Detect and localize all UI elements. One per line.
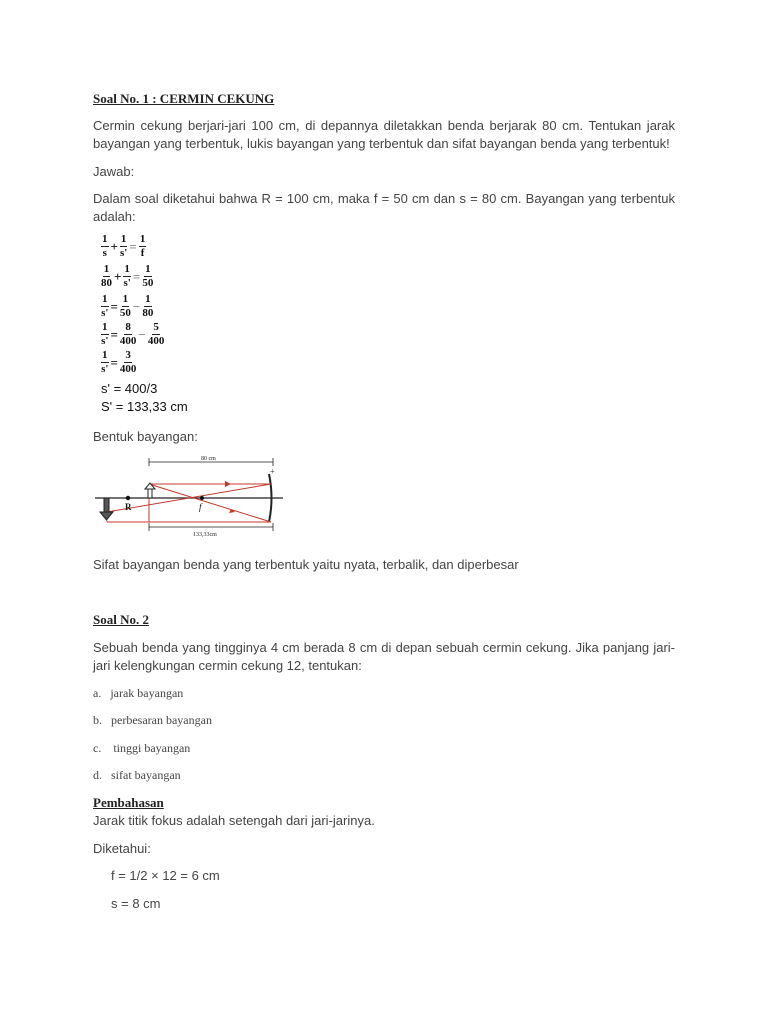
- eq1-den1: s: [102, 247, 107, 259]
- eq1-num1: 1: [102, 233, 108, 245]
- item-a-marker: a.: [93, 686, 102, 700]
- eq2-den3: 50: [142, 277, 154, 289]
- soal-1-given: Dalam soal diketahui bahwa R = 100 cm, maka f = 50 cm dan s = 80 cm. Bayangan yang terbentuk adalah:: [93, 191, 675, 224]
- label-plus: +: [270, 467, 275, 476]
- soal-2-heading: Soal No. 2: [93, 612, 149, 627]
- item-b-text: perbesaran bayangan: [111, 713, 212, 727]
- ray-diagram: [93, 452, 293, 540]
- item-c-text: tinggi bayangan: [110, 741, 191, 755]
- eq4-den1: s': [101, 335, 109, 347]
- eq1-den3: f: [140, 247, 145, 259]
- label-80cm: 80 cm: [201, 456, 216, 462]
- diketahui-label: Diketahui:: [93, 841, 151, 856]
- equation-5: $\frac{1}{s'}$ = $\frac{3}{400}$: [101, 349, 137, 375]
- eq3-num3: 1: [145, 293, 151, 305]
- eq5-num1: 1: [102, 349, 108, 361]
- soal-1-heading: Soal No. 1 : CERMIN CEKUNG: [93, 91, 275, 106]
- eq2-den1: 80: [101, 277, 112, 289]
- ray-focus: [149, 484, 271, 522]
- jawab-label: Jawab:: [93, 164, 135, 179]
- image-arrow: [100, 512, 113, 520]
- item-d: [93, 768, 181, 783]
- eq4-num3: 5: [153, 321, 159, 333]
- bentuk-label: Bentuk bayangan:: [93, 429, 198, 444]
- item-b-marker: b.: [93, 713, 102, 727]
- item-a-text: jarak bayangan: [110, 686, 184, 700]
- point-f: [200, 496, 204, 500]
- item-b: [93, 713, 212, 728]
- eq5-num2: 3: [125, 349, 131, 361]
- eq5-den1: s': [101, 363, 109, 375]
- eq4-num1: 1: [102, 321, 108, 333]
- eq4-den3: 400: [147, 335, 165, 347]
- eq2-den2: s': [123, 277, 131, 289]
- equation-3: $\frac{1}{s'}$ = $\frac{1}{50}$ − $\frac{1}{80}$: [101, 293, 154, 319]
- soal-1-question: Cermin cekung berjari-jari 100 cm, di depannya diletakkan benda berjarak 80 cm. Tentukan jarak bayangan yang terbentuk, lukis bayangan yang terbentuk dan sifat bayangan benda yang terbentuk!: [93, 118, 675, 151]
- label-133cm: 133,33cm: [193, 532, 217, 538]
- item-a: [93, 686, 183, 701]
- label-r: R: [125, 502, 132, 512]
- point-r: [126, 496, 130, 500]
- item-d-text: sifat bayangan: [111, 768, 181, 782]
- eq5-den2: 400: [119, 363, 137, 375]
- eq3-num2: 1: [122, 293, 129, 305]
- result-s-prime-cm: S' = 133,33 cm: [101, 399, 188, 414]
- s-line: s = 8 cm: [111, 896, 161, 911]
- item-d-marker: d.: [93, 768, 102, 782]
- eq1-num3: 1: [139, 233, 146, 245]
- item-c: [93, 741, 190, 756]
- eq4-den2: 400: [119, 335, 137, 347]
- eq4-num2: 8: [125, 321, 131, 333]
- eq3-den2: 50: [119, 307, 131, 319]
- soal-2-question: Sebuah benda yang tingginya 4 cm berada 8 cm di depan sebuah cermin cekung. Jika panjang jari-jari kelengkungan cermin cekung 12, tentukan:: [93, 640, 675, 673]
- eq2-num1: 1: [103, 263, 110, 275]
- equation-2: $\frac{1}{80}$ + $\frac{1}{s'}$ = $\frac{1}{50}$: [101, 263, 154, 289]
- equation-1: $\frac{1}{s}$ + $\frac{1}{s'}$ = $\frac{1}{f}$: [102, 233, 146, 259]
- f-line: f = 1/2 × 12 = 6 cm: [111, 868, 220, 883]
- eq3-den3: 80: [142, 307, 154, 319]
- eq2-num2: 1: [124, 263, 130, 275]
- ray-arrow-1: [225, 481, 231, 487]
- equation-block: [101, 232, 301, 422]
- eq2-num3: 1: [145, 263, 151, 275]
- item-c-marker: c.: [93, 741, 102, 755]
- sifat-text: Sifat bayangan benda yang terbentuk yaitu nyata, terbalik, dan diperbesar: [93, 557, 519, 572]
- pembahasan-heading: Pembahasan: [93, 795, 164, 810]
- eq1-den2: s': [120, 247, 128, 259]
- result-s-prime: s' = 400/3: [101, 381, 158, 396]
- label-f: f: [199, 502, 202, 512]
- focus-text: Jarak titik fokus adalah setengah dari jari-jarinya.: [93, 813, 375, 828]
- eq3-num1: 1: [102, 293, 108, 305]
- equation-4: $\frac{1}{s'}$ = $\frac{8}{400}$ − $\frac{5}{400}$: [101, 321, 165, 347]
- eq3-den1: s': [101, 307, 109, 319]
- eq1-num2: 1: [120, 233, 127, 245]
